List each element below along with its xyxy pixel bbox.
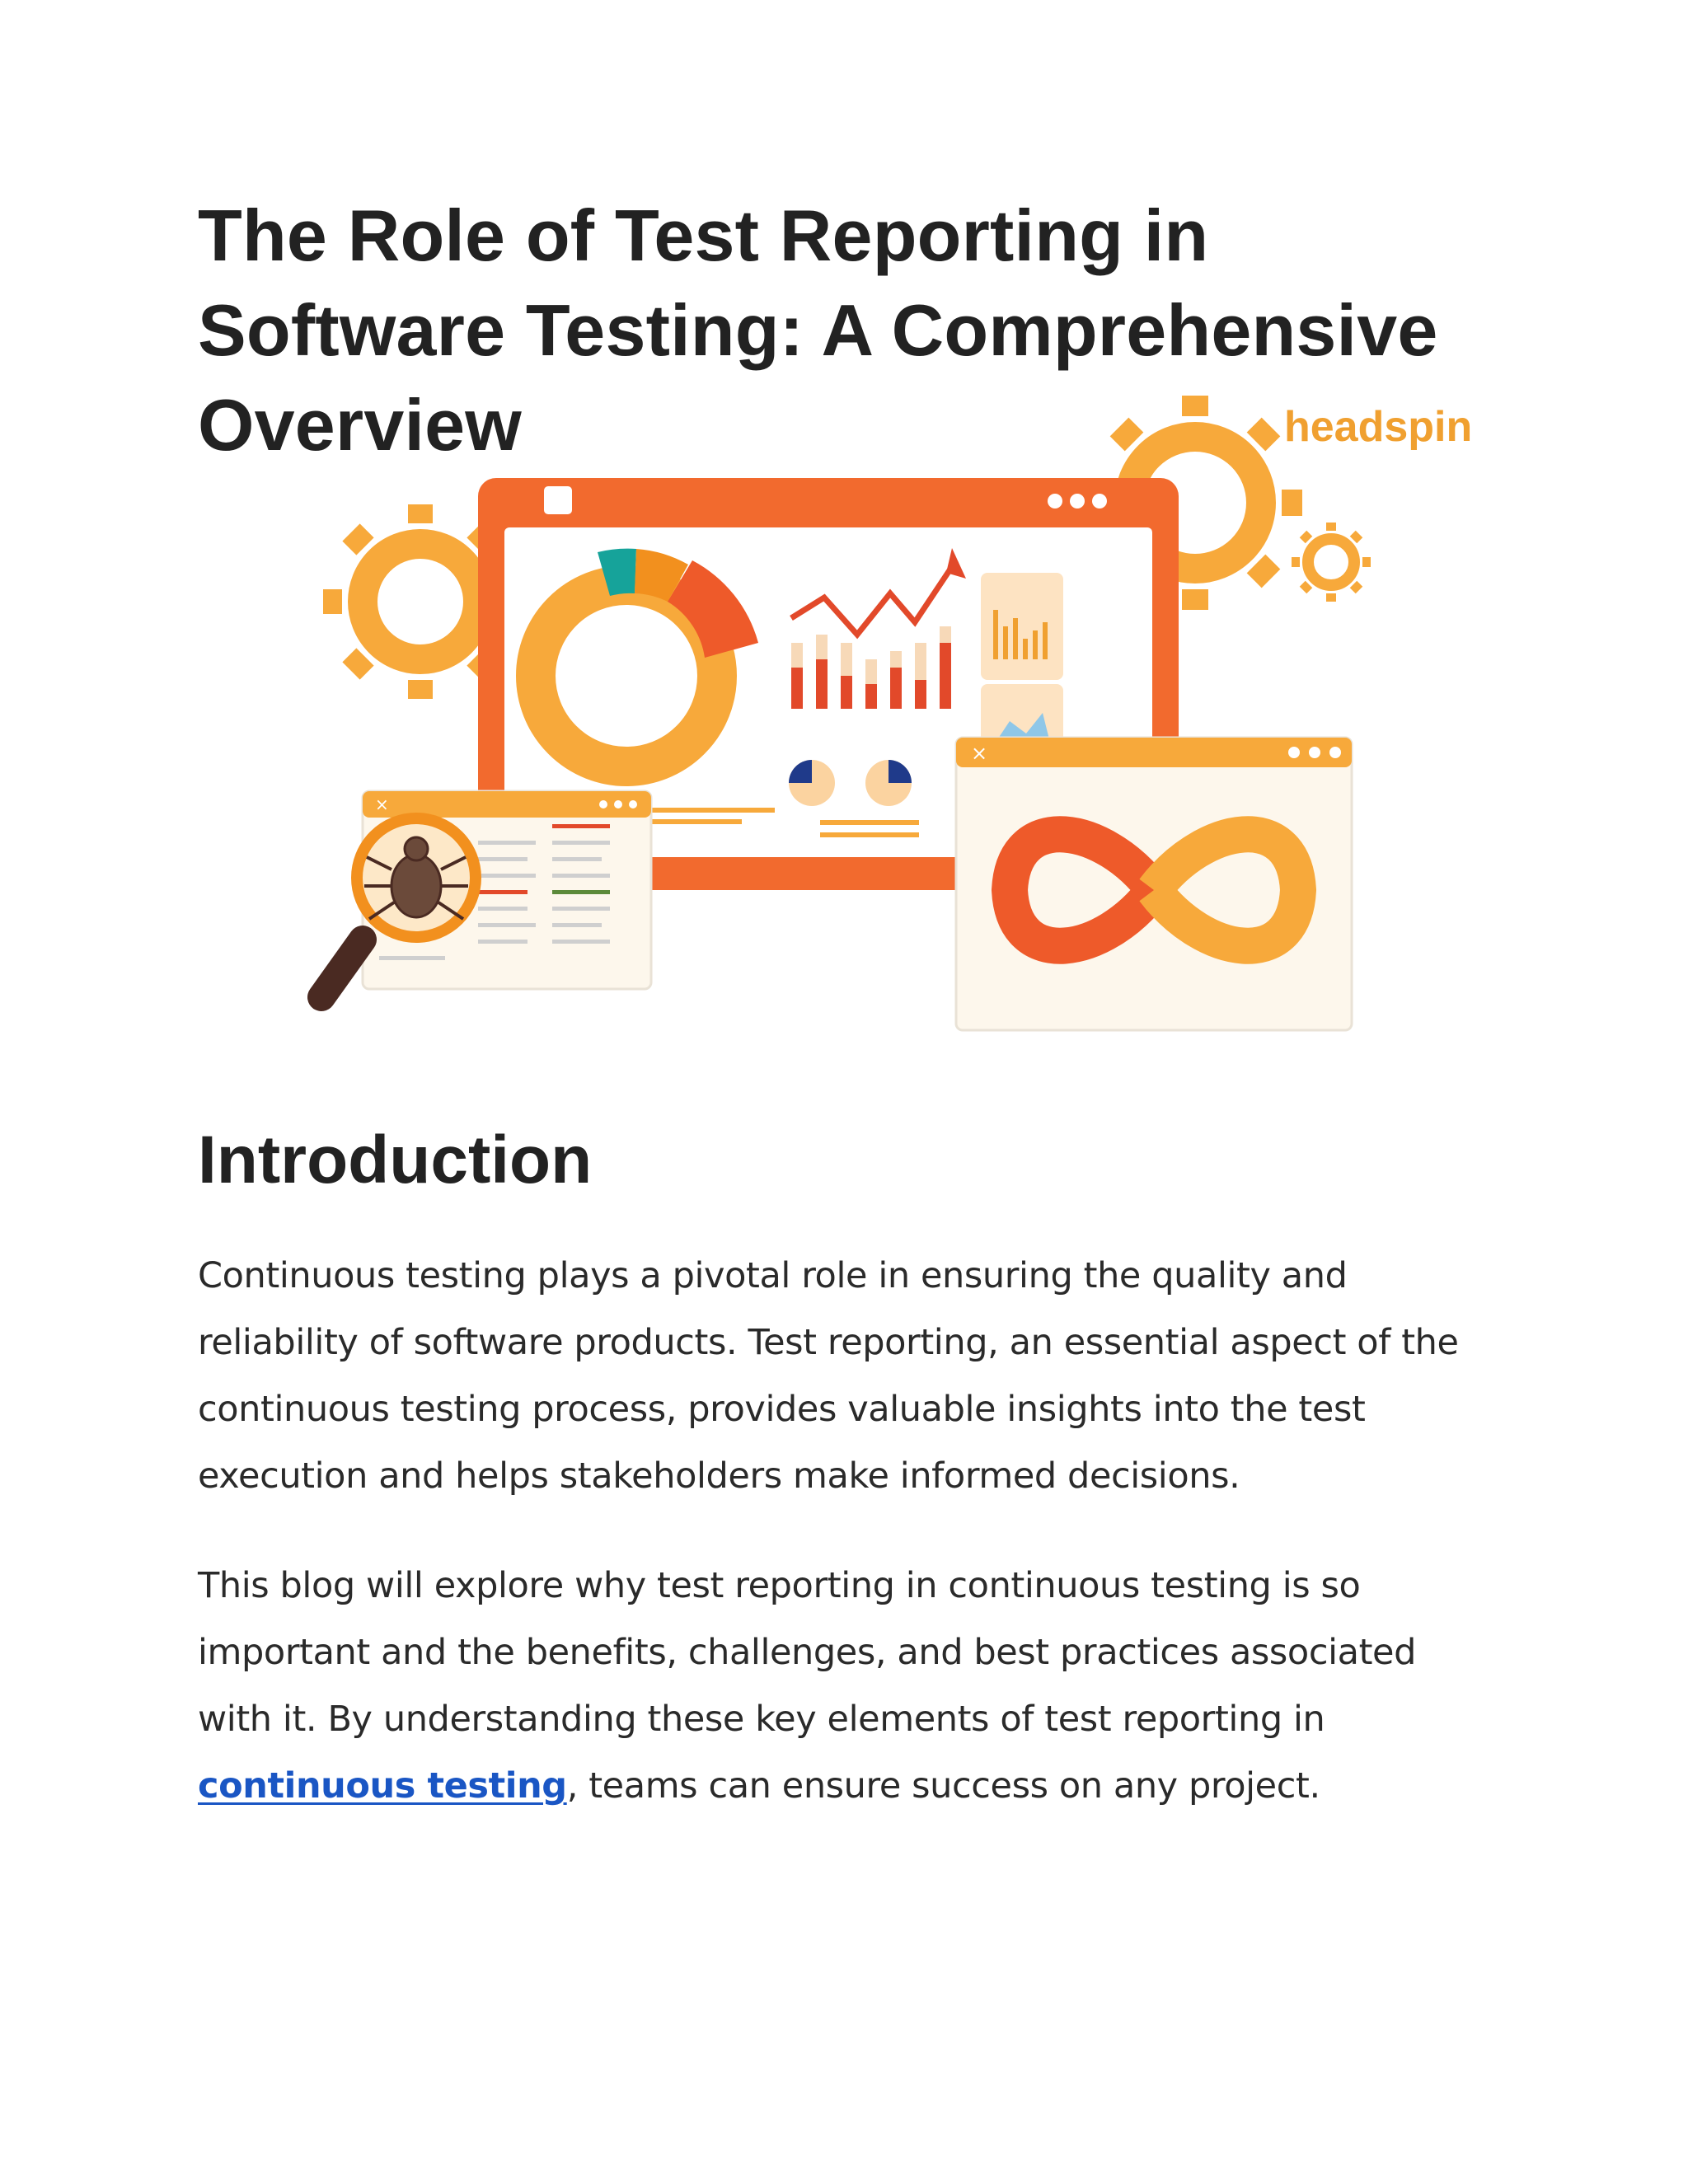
gear-icon xyxy=(1292,523,1371,602)
article-title: The Role of Test Reporting in Software Testing: A Comprehensive Overview xyxy=(198,194,1438,466)
svg-text:×: × xyxy=(375,794,389,814)
svg-text:×: × xyxy=(971,742,988,765)
hero-illustration xyxy=(297,396,1484,1055)
paragraph-text: , teams can ensure success on any project. xyxy=(566,1765,1320,1807)
intro-paragraph-1: Continuous testing plays a pivotal role in ensuring the quality and reliability of software products. Test reporting, an essential aspect of the continuous testing process, provides valuable insights into the test execution and helps stakeholders make informed decisions. xyxy=(198,1255,1459,1497)
intro-heading: Introduction xyxy=(198,1122,593,1197)
intro-paragraph-2 xyxy=(198,1553,1492,1820)
paragraph-text: This blog will explore why test reporting in continuous testing is so important and the benefits, challenges, and best practices associated with it. By understanding these key elements of test reporting in xyxy=(198,1565,1416,1740)
continuous-testing-link[interactable]: continuous testing xyxy=(198,1765,567,1807)
devops-window xyxy=(956,738,1352,1030)
brand-logo: headspin xyxy=(1284,403,1473,451)
